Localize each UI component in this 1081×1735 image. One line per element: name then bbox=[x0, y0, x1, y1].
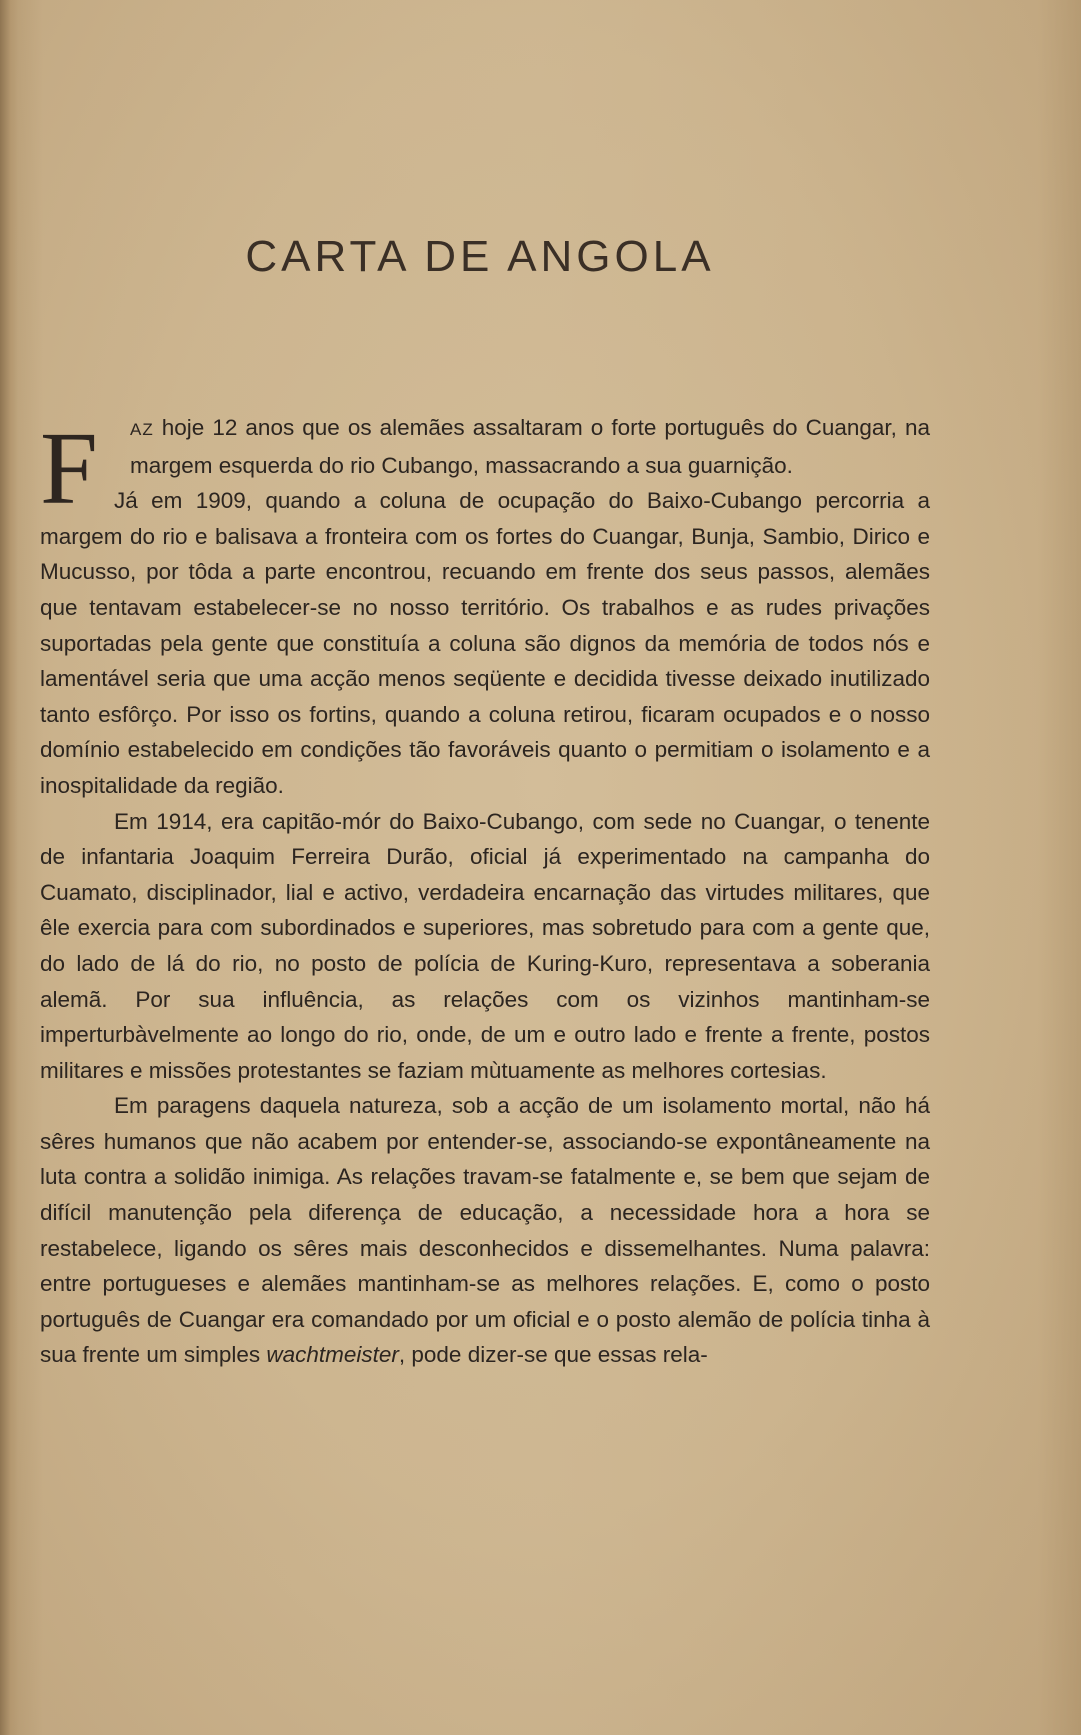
paragraph bbox=[40, 1088, 930, 1373]
page-title: CARTA DE ANGOLA bbox=[245, 232, 715, 281]
drop-cap: F bbox=[40, 411, 98, 526]
paragraph-opening bbox=[40, 410, 930, 483]
opening-text: hoje 12 anos que os alemães assaltaram o forte português do Cuangar, na margem esquerda do rio Cubango, massacrando a sua guarnição. bbox=[130, 415, 930, 478]
paragraph: Em 1914, era capitão-mór do Baixo-Cubango, com sede no Cuangar, o tenente de infantaria Joaquim Ferreira Durão, oficial já experimentado na campanha do Cuamato, disciplinador, lial e activo, verdadeira encarnação das virtudes militares, que êle exercia para com subordinados e superiores, mas sobretudo para com a gente que, do lado de lá do rio, no posto de polícia de Kuring-Kuro, representava a soberania alemã. Por sua influência, as relações com os vizinhos mantinham-se imperturbàvelmente ao longo do rio, onde, de um e outro lado e frente a frente, postos militares e missões protestantes se faziam mùtuamente as melhores cortesias. bbox=[40, 808, 930, 1083]
paragraph-text-end: , pode dizer-se que essas rela- bbox=[398, 1342, 708, 1368]
paragraph-text: Em paragens daquela natureza, sob a acção de um isolamento mortal, não há sêres humanos que não acabem por entender-se, associando-se expontâneamente na luta contra a solidão inimiga. As relações travam-se fatalmente e, se bem que sejam de difícil manutenção pela diferença de educação, a necessidade hora a hora se restabelece, ligando os sêres mais desconhecidos e dissemelhantes. Numa palavra: entre portugueses e alemães mantinham-se as melhores relações. E, como o posto português de Cuangar era comandado por um oficial e o posto alemão de polícia tinha à sua frente um simples bbox=[40, 1093, 930, 1368]
first-word-smallcaps: AZ bbox=[130, 420, 154, 439]
article-body bbox=[40, 410, 930, 1373]
paragraph: Já em 1909, quando a coluna de ocupação do Baixo-Cubango percorria a margem do rio e balisava a fronteira com os fortes do Cuangar, Bunja, Sambio, Dirico e Mucusso, por tôda a parte encontrou, recuando em frente dos seus passos, alemães que tentavam estabelecer-se no nosso território. Os trabalhos e as rudes privações suportadas pela gente que constituía a coluna são dignos da memória de todos nós e lamentável seria que uma acção menos seqüente e decidida tivesse deixado inutilizado tanto esfôrço. Por isso os fortins, quando a coluna retirou, ficaram ocupados e o nosso domínio estabelecido em condições tão favoráveis quanto o permitiam o isolamento e a inospitalidade da região. bbox=[40, 488, 930, 798]
italic-term: wachtmeister bbox=[266, 1342, 399, 1368]
page-binding-edge bbox=[0, 0, 18, 1735]
